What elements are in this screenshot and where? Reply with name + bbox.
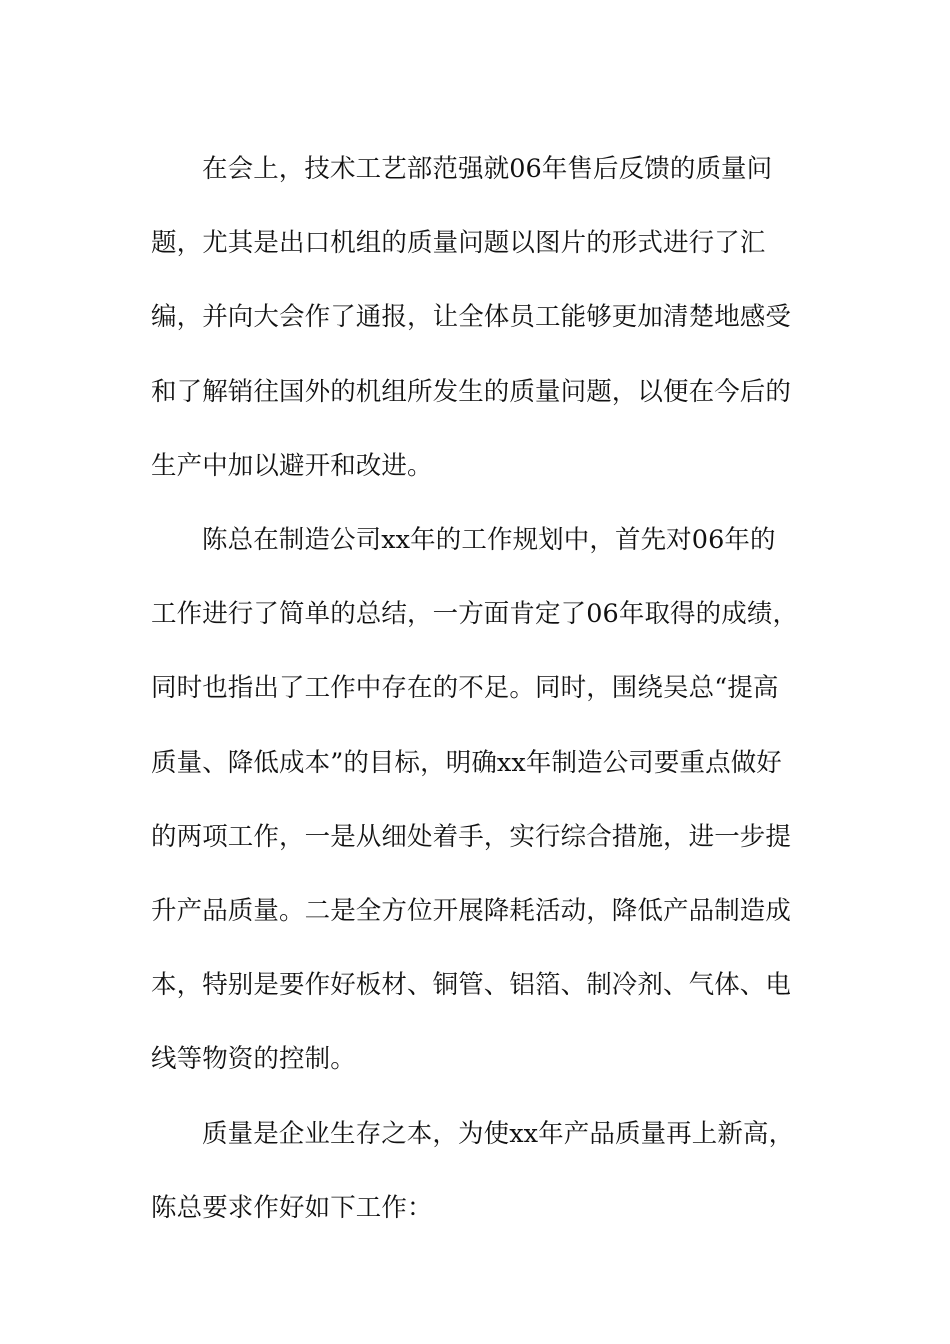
paragraph-1: 在会上，技术工艺部范强就06年售后反馈的质量问题，尤其是出口机组的质量问题以图片的形式进行了汇编，并向大会作了通报，让全体员工能够更加清楚地感受和了解销往国外的机组所发生的质量问题，以便在今后的生产中加以避开和改进。 (151, 154, 792, 481)
paragraph-2: 陈总在制造公司xx年的工作规划中，首先对06年的工作进行了简单的总结，一方面肯定了06年取得的成绩，同时也指出了工作中存在的不足。同时，围绕吴总“提高质量、降低成本”的目标，明确xx年制造公司要重点做好的两项工作，一是从细处着手，实行综合措施，进一步提升产品质量。二是全方位开展降耗活动，降低产品制造成本，特别是要作好板材、铜管、铝箔、制冷剂、气体、电线等物资的控制。 (151, 525, 799, 1075)
document-body (151, 132, 801, 1245)
paragraph-3: 质量是企业生存之本，为使xx年产品质量再上新高，陈总要求作好如下工作： (151, 1118, 795, 1223)
